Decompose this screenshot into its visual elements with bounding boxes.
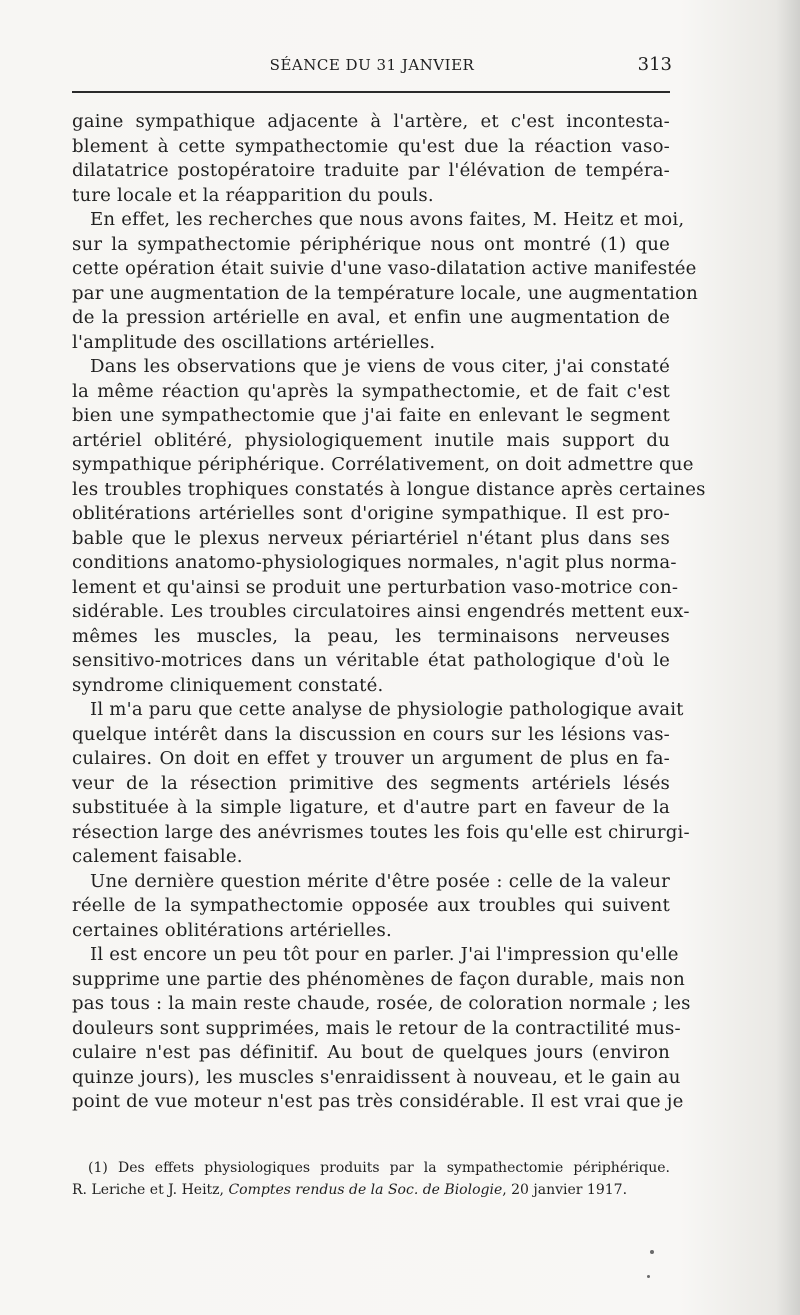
text-line: substituée à la simple ligature, et d'autre part en faveur de la [72, 797, 670, 818]
paragraph [72, 110, 670, 208]
text-line: certaines oblitérations artérielles. [72, 919, 392, 941]
text-line: ture locale et la réapparition du pouls. [72, 184, 434, 206]
text-line: conditions anatomo-physiologiques normales, n'agit plus norma- [72, 552, 677, 573]
text-line: supprime une partie des phénomènes de façon durable, mais non [72, 968, 685, 990]
text-line: sidérable. Les troubles circulatoires ainsi engendrés mettent eux- [72, 601, 690, 622]
text-line: bien une sympathectomie que j'ai faite en enlevant le segment [72, 405, 670, 426]
page-header [72, 52, 672, 82]
text-line: quelque intérêt dans la discussion en cours sur les lésions vas- [72, 723, 670, 745]
text-line: Il m'a paru que cette analyse de physiologie pathologique avait [90, 699, 684, 720]
text-line: quinze jours), les muscles s'enraidissent à nouveau, et le gain au [72, 1066, 681, 1088]
text-line: culaires. On doit en effet y trouver un argument de plus en fa- [72, 748, 670, 769]
paragraph [72, 943, 691, 1115]
running-title: SÉANCE DU 31 JANVIER [269, 56, 475, 74]
ink-speck [647, 1275, 650, 1278]
text-line: l'amplitude des oscillations artérielles. [72, 331, 436, 353]
text-line: cette opération était suivie d'une vaso-dilatation active manifestée [72, 258, 697, 279]
page-number: 313 [637, 54, 672, 75]
text-line: Dans les observations que je viens de vous citer, j'ai constaté [90, 356, 670, 377]
text-line: Il est encore un peu tôt pour en parler. J'ai l'impression qu'elle [90, 944, 679, 965]
paragraph [72, 208, 698, 355]
text-line: par une augmentation de la température locale, une augmentation [72, 282, 698, 304]
text-line: sympathique périphérique. Corrélativement, on doit admettre que [72, 454, 694, 475]
text-line: veur de la résection primitive des segments artériels lésés [72, 772, 670, 794]
body-text [72, 110, 706, 1115]
text-line: Une dernière question mérite d'être posée : celle de la valeur [90, 870, 670, 892]
text-line: sur la sympathectomie périphérique nous ont montré (1) que [72, 233, 670, 255]
text-line: culaire n'est pas définitif. Au bout de quelques jours (environ [72, 1042, 670, 1063]
text-line: mêmes les muscles, la peau, les terminaisons nerveuses [72, 625, 670, 647]
text-line: la même réaction qu'après la sympathectomie, et de fait c'est [72, 380, 670, 402]
paragraph [72, 698, 690, 870]
text-line: oblitérations artérielles sont d'origine sympathique. Il est pro- [72, 503, 670, 524]
text-line: résection large des anévrismes toutes les fois qu'elle est chirurgi- [72, 821, 690, 843]
text-line: gaine sympathique adjacente à l'artère, et c'est incontesta- [72, 111, 670, 132]
footnote [72, 1157, 670, 1201]
paragraph [72, 355, 706, 698]
header-rule [72, 91, 670, 93]
text-line: calement faisable. [72, 846, 243, 867]
footnote-line-2 [72, 1179, 670, 1201]
text-line: dilatatrice postopératoire traduite par l'élévation de tempéra- [72, 160, 670, 181]
footnote-date: , 20 janvier 1917. [502, 1182, 628, 1198]
text-line: artériel oblitéré, physiologiquement inutile mais support du [72, 429, 670, 451]
text-line: sensitivo-motrices dans un véritable état pathologique d'où le [72, 650, 670, 671]
ink-speck [650, 1250, 654, 1254]
text-line: de la pression artérielle en aval, et enfin une augmentation de [72, 307, 670, 328]
text-line: blement à cette sympathectomie qu'est due la réaction vaso- [72, 135, 670, 157]
text-line: point de vue moteur n'est pas très considérable. Il est vrai que je [72, 1091, 684, 1112]
text-line: En effet, les recherches que nous avons faites, M. Heitz et moi, [90, 209, 685, 230]
text-line: douleurs sont supprimées, mais le retour de la contractilité mus- [72, 1017, 681, 1039]
footnote-authors: R. Leriche et J. Heitz, [72, 1182, 229, 1198]
footnote-journal: Comptes rendus de la Soc. de Biologie [228, 1182, 503, 1198]
paragraph [72, 870, 670, 944]
text-line: les troubles trophiques constatés à longue distance après certaines [72, 478, 706, 500]
footnote-line-1: (1) Des effets physiologiques produits par la sympathectomie périphérique. [88, 1160, 670, 1176]
text-line: lement et qu'ainsi se produit une perturbation vaso-motrice con- [72, 576, 679, 598]
text-line: réelle de la sympathectomie opposée aux troubles qui suivent [72, 895, 670, 916]
text-line: bable que le plexus nerveux périartériel n'étant plus dans ses [72, 527, 670, 549]
text-line: syndrome cliniquement constaté. [72, 674, 384, 696]
text-line: pas tous : la main reste chaude, rosée, de coloration normale ; les [72, 993, 691, 1014]
